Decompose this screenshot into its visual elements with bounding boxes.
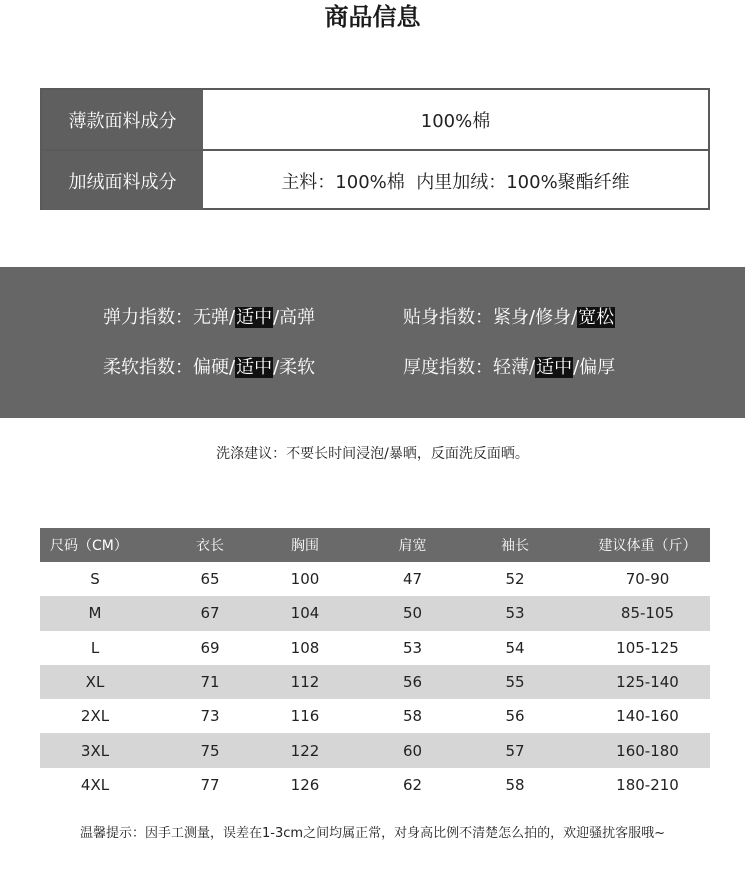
material-row-fleece [42,151,708,210]
table-cell: M [88,604,102,623]
wash-advice: 洗涤建议：不要长时间浸泡/暴晒，反面洗反面晒。 [216,446,529,462]
option-separator: / [273,307,280,328]
table-cell: L [90,638,100,657]
option-separator: / [229,307,236,328]
material-label: 加绒面料成分 [42,151,203,210]
table-cell: 116 [290,707,320,726]
material-label: 薄款面料成分 [42,90,203,149]
table-cell: 54 [505,638,525,657]
page-title: 商品信息 [324,3,421,31]
table-cell: 140-160 [616,707,679,726]
index-option-selected: 适中 [536,357,573,378]
table-cell: 60 [402,741,423,760]
size-table [40,528,710,802]
option-separator: / [529,357,536,378]
header-cell: 建议体重（斤） [598,538,697,554]
table-row [40,631,710,665]
index-label: 厚度指数： [403,357,493,378]
table-cell: 125-140 [616,673,679,692]
fit-index [403,304,615,332]
table-cell: 65 [200,570,220,589]
table-row [40,596,710,630]
table-cell: 126 [290,775,320,794]
material-value: 100%棉 [420,110,491,132]
table-cell: 100 [290,570,320,589]
option-separator: / [571,307,578,328]
index-option: 轻薄 [493,357,529,378]
index-label: 弹力指数： [103,307,193,328]
option-separator: / [229,357,236,378]
size-table-body [40,562,710,802]
table-cell: 55 [505,673,525,692]
index-option: 偏硬 [193,357,229,378]
table-cell: 52 [505,570,525,589]
table-cell: 67 [200,604,220,623]
table-cell: 2XL [80,707,110,726]
table-cell: 85-105 [620,604,675,623]
table-row [40,733,710,767]
table-row [40,562,710,596]
table-cell: 50 [402,604,423,623]
material-value: 主料：100%棉 内里加绒：100%聚酯纤维 [281,171,630,193]
footer-note: 温馨提示：因手工测量，误差在1-3cm之间均属正常，对身高比例不清楚怎么拍的，欢迎骚扰客服哦~ [80,826,665,841]
softness-index [103,354,315,382]
index-option: 修身 [535,307,572,328]
index-option: 柔软 [279,357,316,378]
header-cell: 尺码（CM） [50,538,128,554]
index-label: 柔软指数： [103,357,193,378]
index-option: 偏厚 [579,357,616,378]
index-band [0,267,745,418]
table-cell: S [90,570,100,589]
table-cell: 75 [200,741,220,760]
table-cell: 62 [402,775,423,794]
header-cell: 衣长 [196,538,224,554]
index-option: 紧身 [493,307,529,328]
header-cell: 袖长 [501,538,529,554]
table-cell: 73 [200,707,220,726]
option-separator: / [573,357,580,378]
table-cell: 53 [505,604,525,623]
table-row [40,699,710,733]
table-cell: 57 [505,741,525,760]
table-cell: 70-90 [625,570,670,589]
table-cell: 105-125 [616,638,679,657]
table-cell: XL [85,673,105,692]
thickness-index [403,354,615,382]
index-option: 高弹 [279,307,316,328]
table-cell: 71 [200,673,220,692]
option-separator: / [273,357,280,378]
table-cell: 180-210 [616,775,679,794]
size-table-header [40,528,710,562]
table-cell: 58 [505,775,525,794]
table-cell: 58 [402,707,423,726]
table-row [40,768,710,802]
table-cell: 122 [290,741,320,760]
table-cell: 77 [200,775,220,794]
table-cell: 56 [402,673,423,692]
index-option-selected: 适中 [236,307,273,328]
index-label: 贴身指数： [403,307,493,328]
header-cell: 肩宽 [398,538,427,554]
table-cell: 69 [200,638,220,657]
table-cell: 104 [290,604,320,623]
table-cell: 4XL [80,775,110,794]
index-option-selected: 适中 [236,357,273,378]
header-cell: 胸围 [291,538,319,554]
elasticity-index [103,304,315,332]
table-cell: 108 [290,638,320,657]
table-row [40,665,710,699]
option-separator: / [529,307,536,328]
table-cell: 53 [402,638,423,657]
table-cell: 56 [505,707,525,726]
index-option: 无弹 [193,307,229,328]
material-row-thin [42,90,708,151]
table-cell: 112 [290,673,320,692]
table-cell: 160-180 [616,741,679,760]
index-option-selected: 宽松 [578,307,615,328]
material-table [40,88,710,210]
table-cell: 47 [402,570,423,589]
table-cell: 3XL [80,741,110,760]
